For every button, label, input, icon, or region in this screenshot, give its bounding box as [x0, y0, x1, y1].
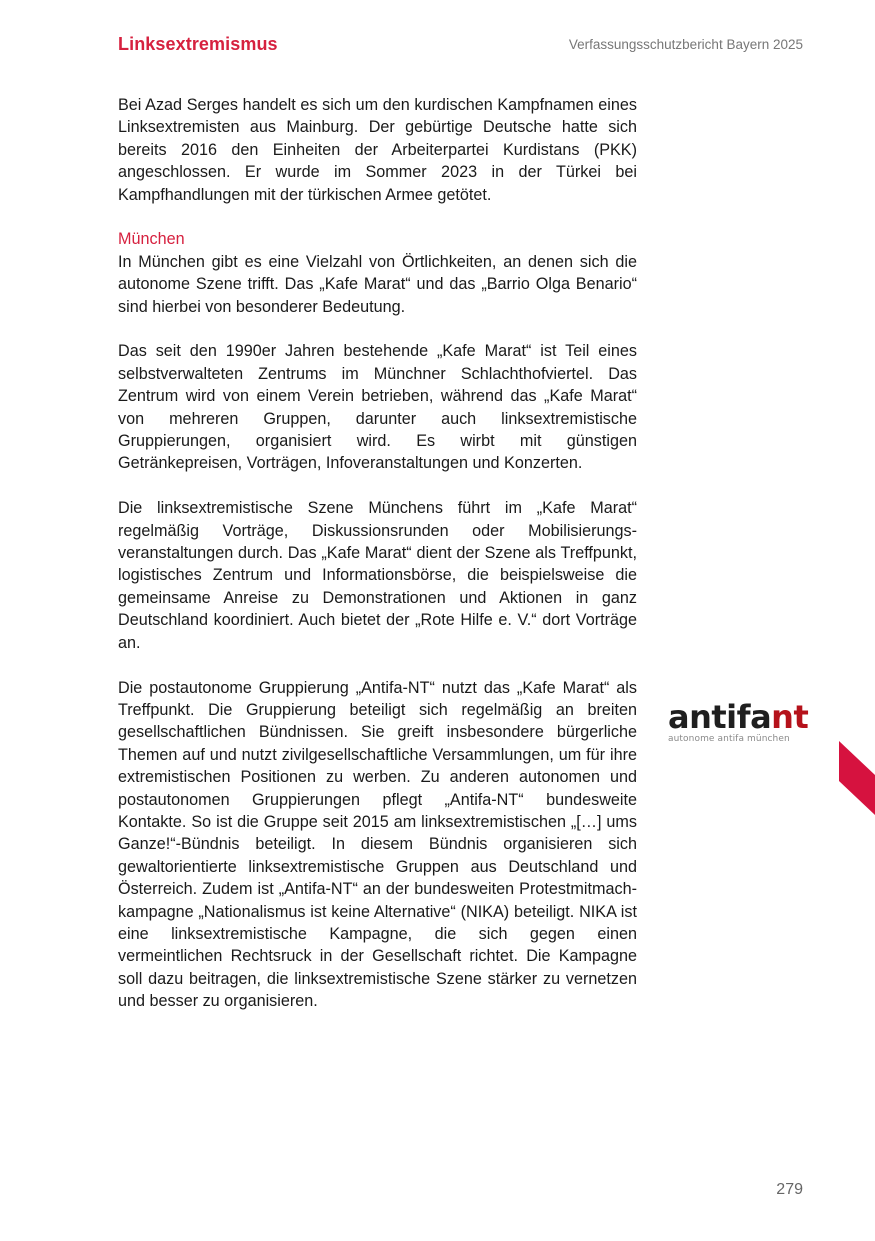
subheading-muenchen: München	[118, 230, 185, 249]
main-text	[118, 94, 637, 1013]
logo-wordmark	[668, 698, 809, 736]
section-title: Linksextremismus	[118, 34, 278, 54]
paragraph-kafe-marat: Das seit den 1990er Jahren bestehende „Kafe Marat“ ist Teil eines selbstverwalteten Zentrums im Münchner Schlachthofviertel. Das Zentrum wird von einem Verein betrieben, während das „Kafe Marat“ von mehreren Gruppen, darunter auch linksextremistische Gruppierungen, organisiert wird. Es wirbt mit günstigen Getränkepreisen, Vorträgen, Infoveranstaltungen und Konzerten.	[118, 342, 637, 473]
report-title: Verfassungsschutzbericht Bayern 2025	[568, 37, 803, 52]
antifa-nt-logo	[668, 698, 809, 744]
logo-tagline: autonome antifa münchen	[668, 734, 790, 744]
chapter-tab-marker	[839, 741, 875, 815]
paragraph-muenchen-intro: In München gibt es eine Vielzahl von Örtlichkeiten, an denen sich die autonome Szene trifft. Das „Kafe Marat“ und das „Barrio Olga Benario“ sind hierbei von besonderer Bedeutung.	[118, 252, 637, 316]
logo-word-main: antifa	[668, 698, 772, 736]
paragraph-azad-serges: Bei Azad Serges handelt es sich um den kurdischen Kampfnamen eines Linksextremisten aus Mainburg. Der gebürtige Deutsche hatte sich bereits 2016 den Einheiten der Arbeiterpartei Kurdistans (PKK) angeschlossen. Er wurde im Sommer 2023 in der Türkei bei Kampfhandlungen mit der türkischen Armee getötet.	[118, 96, 637, 204]
page-number: 279	[776, 1181, 803, 1198]
paragraph-antifa-nt: Die postautonome Gruppierung „Antifa-NT“ nutzt das „Kafe Marat“ als Treffpunkt. Die Gruppierung beteiligt sich regelmäßig an breiten gesellschaftlichen Bündnissen. Sie greift insbesondere bürgerliche Themen auf und nutzt zivilgesellschaftliche Versammlungen, um für ihre extremistischen Positionen zu werben. Zu anderen autonomen und postautonomen Gruppierungen pflegt „Antifa-NT“ bundesweite Kontakte. So ist die Gruppe seit 2015 am linksextremistischen „[…] ums Ganze!“-Bündnis beteiligt. In diesem Bündnis organisieren sich gewaltorientierte linksextremistische Gruppen aus Deutschland und Österreich. Zudem ist „Antifa-NT“ an der bundesweiten Protestmitmachkampagne „Nationalismus ist keine Alternative“ (NIKA) beteiligt. NIKA ist eine linksextremistische Kampagne, die sich gegen einen vermeintlichen Rechtsruck in der Gesellschaft richtet. Die Kampagne soll dazu beitragen, die linksextremistische Szene stärker zu vernetzen und besser zu organisieren.	[118, 678, 637, 1011]
logo-word-accent: nt	[771, 698, 809, 736]
paragraph-szene-muenchen: Die linksextremistische Szene Münchens führt im „Kafe Marat“ regelmäßig Vorträge, Diskussionsrunden oder Mobilisierungsveranstaltungen durch. Das „Kafe Marat“ dient der Szene als Treffpunkt, logistisches Zentrum und Informationsbörse, die beispielsweise die gemeinsame Anreise zu Demonstrationen und Aktionen in ganz Deutschland koordiniert. Auch bietet der „Rote Hilfe e. V.“ dort Vorträge an.	[118, 499, 637, 652]
